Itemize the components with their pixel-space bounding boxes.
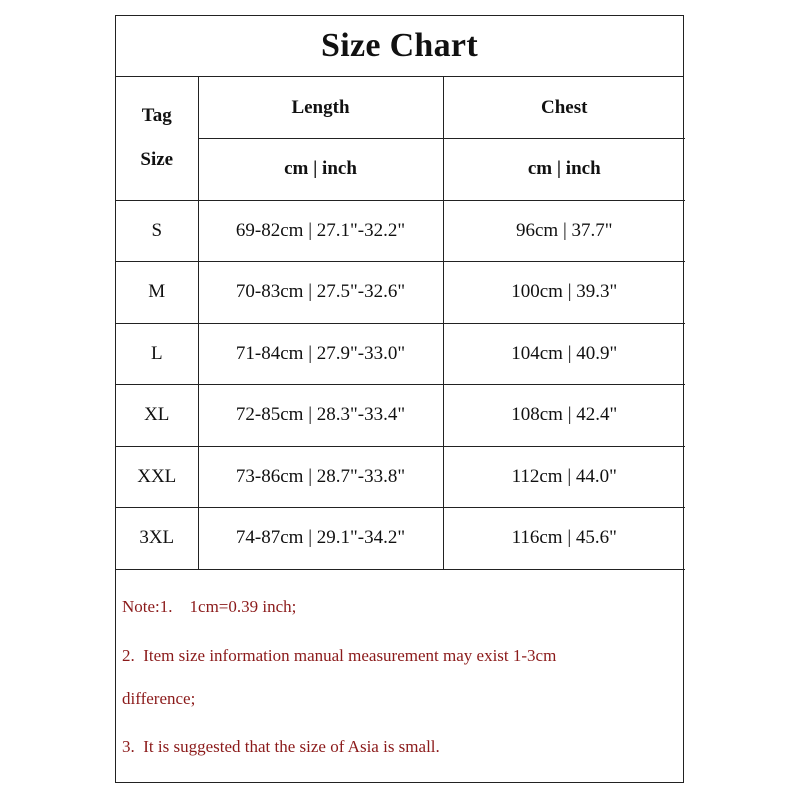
length-cell: 69-82cm | 27.1"-32.2" [198,200,443,262]
chest-cell: 96cm | 37.7" [443,200,685,262]
title-row [116,16,683,77]
size-cell: L [116,323,198,385]
size-cell: 3XL [116,508,198,570]
length-cell: 73-86cm | 28.7"-33.8" [198,446,443,508]
table-row [116,200,685,262]
header-row [116,77,685,139]
units-row [116,139,685,201]
chest-cell: 104cm | 40.9" [443,323,685,385]
size-table [116,77,685,570]
length-units: cm | inch [198,139,443,201]
tag-size-label-line2: Size [140,149,174,171]
chest-cell: 108cm | 42.4" [443,385,685,447]
note-line-2: 2. Item size information manual measurement may exist 1-3cm [122,646,557,665]
table-row [116,446,685,508]
chest-units: cm | inch [443,139,685,201]
size-cell: XL [116,385,198,447]
chest-cell: 116cm | 45.6" [443,508,685,570]
chest-cell: 112cm | 44.0" [443,446,685,508]
size-cell: XXL [116,446,198,508]
size-cell: S [116,200,198,262]
note-line-3: difference; [122,689,196,708]
table-row [116,508,685,570]
table-row [116,385,685,447]
size-cell: M [116,262,198,324]
table-row [116,262,685,324]
table-row [116,323,685,385]
length-cell: 71-84cm | 27.9"-33.0" [198,323,443,385]
page-title: Size Chart [321,27,478,64]
length-cell: 74-87cm | 29.1"-34.2" [198,508,443,570]
note-line-1: Note:1. 1cm=0.39 inch; [122,597,297,616]
tag-size-header [116,77,198,200]
chest-header: Chest [443,77,685,139]
length-cell: 70-83cm | 27.5"-32.6" [198,262,443,324]
length-cell: 72-85cm | 28.3"-33.4" [198,385,443,447]
length-header: Length [198,77,443,139]
tag-size-label-line1: Tag [141,105,172,127]
size-chart-frame [115,15,684,783]
chest-cell: 100cm | 39.3" [443,262,685,324]
note-line-4: 3. It is suggested that the size of Asia is small. [122,737,440,756]
